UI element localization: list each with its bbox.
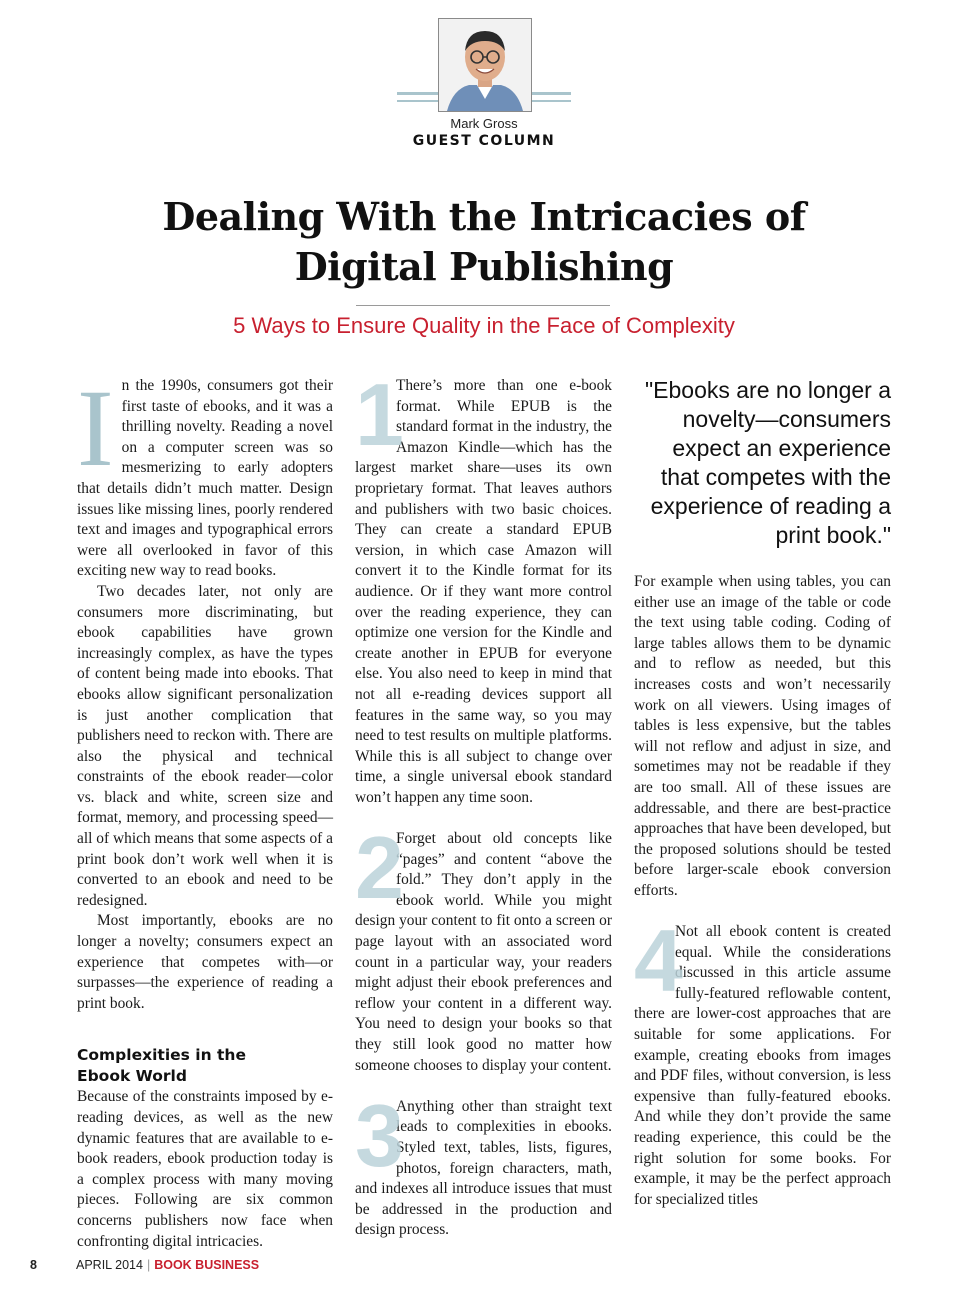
tables-paragraph: For example when using tables, you can either use an image of the table or code the text using table coding. Coding of large tables allows them to be dynamic and to reflow as needed, but this increases costs and won’t necessarily work on all viewers. Using images of tables is less expensive, but the tables will not reflow and adjust in size, and sometimes may not be readable if they are too small. All of these issues are addressable, and there are best-practice approaches that have been developed, but the proposed solutions should be tested before larger-scale ebook conversion efforts. [634, 573, 891, 899]
title-line-1: Dealing With the Intricacies of [162, 194, 806, 239]
drop-cap: I [77, 367, 114, 489]
intro-paragraph-1 [77, 367, 333, 582]
point-1-text: There’s more than one e-book format. While EPUB is the standard format in the industry, the Amazon Kindle—which has the largest market share—uses its own proprietary format. That leaves authors and publishers with two basic choices. They can create a standard EPUB version, in which case Amazon will convert it to the Kindle format for its audience. Or if they want more control over the reading experience, they can optimize one version for the Kindle and create another in EPUB for everyone else. You also need to keep in mind that not all e-reading devices support all features in the same way, so you may need to test results on multiple platforms. While this is all subject to change over time, a single universal ebook standard won’t happen any time soon. [355, 377, 612, 806]
publication-name: BOOK BUSINESS [154, 1258, 260, 1272]
author-name: Mark Gross [450, 116, 518, 131]
intro-paragraph-3: Most importantly, ebooks are no longer a novelty; consumers expect an experience that competes with—or surpasses—the experience of reading a print book. [77, 912, 333, 1012]
pull-quote: "Ebooks are no longer a novelty—consumers expect an experience that competes with the experience of reading a print book." [645, 377, 891, 548]
column-2 [355, 365, 612, 1241]
author-photo [438, 18, 532, 112]
point-2-number: 2 [355, 818, 404, 918]
page-footer [30, 1258, 259, 1272]
section-heading-line-2: Ebook World [77, 1067, 187, 1086]
column-3 [634, 376, 891, 1210]
point-3-number: 3 [355, 1085, 404, 1185]
point-2-text: Forget about old concepts like “pages” and content “above the fold.” They don’t apply in the ebook world. While you might design your content to fit onto a screen or page layout with an associated word count in a particular way, your readers might adjust their ebook preferences and reflow your content in a different way. You need to design your books so that they still look good no matter how someone chooses to display your content. [355, 830, 612, 1074]
footer-separator: | [146, 1258, 151, 1272]
issue-date: APRIL 2014 [76, 1258, 143, 1272]
intro-paragraph-1-text: n the 1990s, consumers got their first taste of ebooks, and it was a thrilling novelty. Reading a novel on a computer screen was so mesmerizing to early adopters that details didn’t much matter. Design issues like missing lines, poorly rendered text and images and typographical errors were all overlooked in favor of this exciting new way to read books. [77, 377, 333, 580]
page-number: 8 [30, 1258, 37, 1272]
header-rule-left-top [397, 92, 438, 95]
point-1-number: 1 [355, 365, 404, 464]
title-divider [356, 305, 610, 306]
point-3-text: Anything other than straight text leads to complexities in ebooks. Styled text, tables, lists, figures, photos, foreign characters, math, and indexes all introduce issues that must be addressed in the production and design process. [355, 1097, 612, 1239]
point-4 [634, 911, 891, 1210]
author-portrait-icon [439, 19, 531, 111]
title-line-2: Digital Publishing [294, 244, 674, 289]
point-4-text: Not all ebook content is created equal. While the considerations discussed in this article assume fully-featured reflowable content, there are lower-cost approaches that are suitable for some applications. For example, creating ebooks from images and PDF files, without conversion, is less expensive than fully-featured ebooks. And while they don’t provide the same reading experience, this could be the right solution for some books. For example, it may be the perfect approach for specialized titles [634, 923, 891, 1208]
article-subtitle: 5 Ways to Ensure Quality in the Face of Complexity [233, 313, 735, 338]
section-heading-line-1: Complexities in the [77, 1046, 246, 1065]
point-1 [355, 365, 612, 808]
article-title [60, 192, 908, 292]
section-heading [77, 1045, 333, 1087]
column-label: GUEST COLUMN [412, 133, 556, 149]
point-4-number: 4 [634, 911, 683, 1011]
header-rule-right-bottom [530, 100, 571, 102]
header-rule-right-top [530, 92, 571, 95]
intro-paragraph-2: Two decades later, not only are consumers more discriminating, but ebook capabilities have grown increasingly complex, as have the types of content being made into ebooks. That ebooks allow significant personalization is just another complication that publishers need to reckon with. There are also the physical and technical constraints of the ebook reader—color vs. black and white, screen size and format, memory, and processing speed—all of which means that some aspects of a print book don’t work well when it is converted to an ebook and need to be redesigned. [77, 582, 333, 909]
point-2 [355, 818, 612, 1076]
complexities-paragraph: Because of the constraints imposed by e-reading devices, as well as the new dynamic features that are available to e-book readers, ebook production today is a complex process with many moving pieces. Following are six common concerns publishers now face when confronting digital intricacies. [77, 1088, 333, 1250]
point-3 [355, 1085, 612, 1241]
column-1 [77, 367, 333, 1252]
header-rule-left-bottom [397, 100, 438, 102]
